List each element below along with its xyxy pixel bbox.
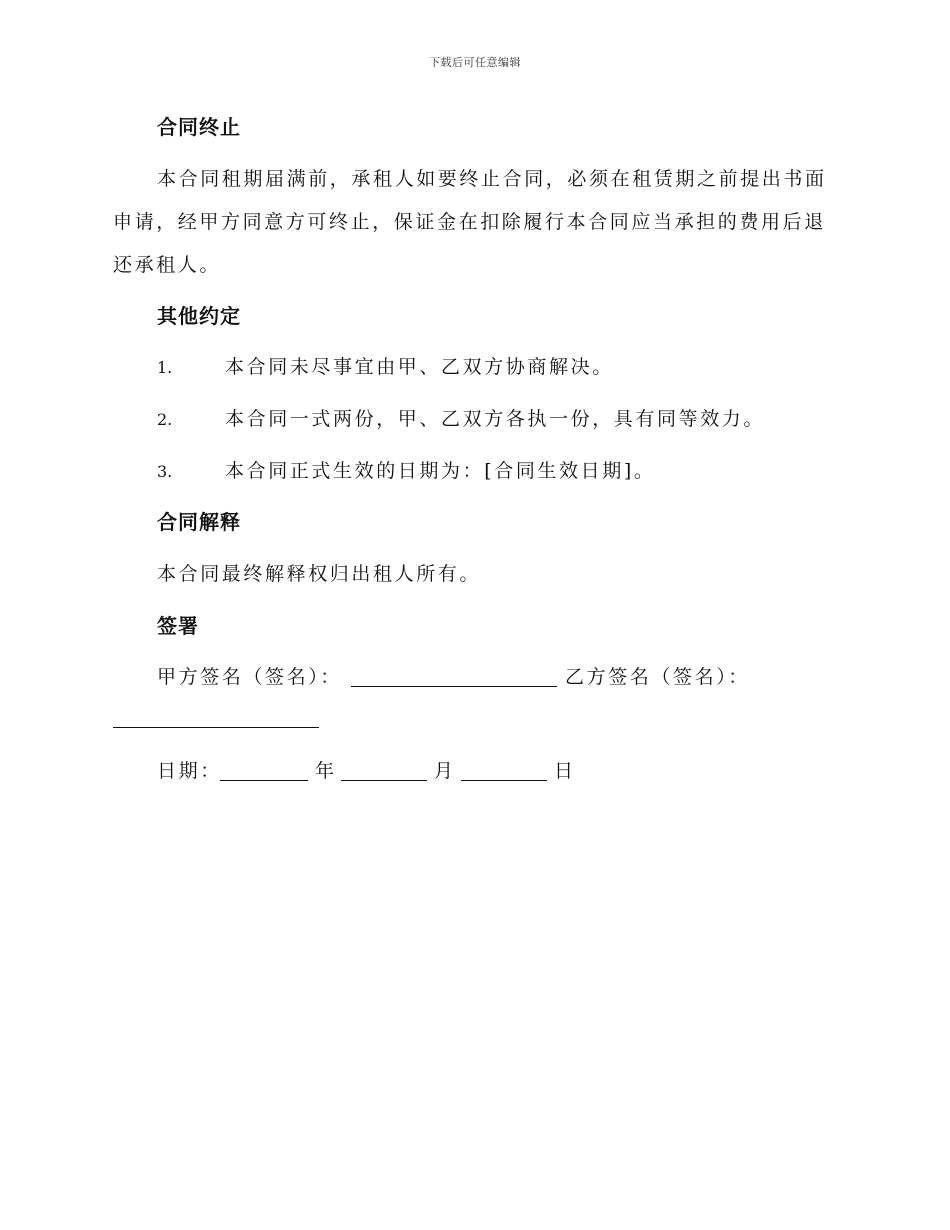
item-number: 2. bbox=[157, 410, 173, 429]
item-number: 3. bbox=[157, 462, 173, 481]
party-a-signature-label: 甲方签名（签名）： bbox=[157, 666, 342, 688]
year-label: 年 bbox=[315, 760, 337, 782]
day-blank-line bbox=[461, 780, 547, 781]
interpretation-paragraph: 本合同最终解释权归出租人所有。 bbox=[157, 563, 482, 585]
item-text: 本合同一式两份，甲、乙双方各执一份，具有同等效力。 bbox=[225, 408, 766, 430]
other-terms-item-1 bbox=[157, 355, 614, 380]
party-b-signature-label: 乙方签名（签名）： bbox=[565, 666, 750, 688]
other-terms-item-3 bbox=[157, 459, 655, 484]
item-number: 1. bbox=[157, 358, 173, 377]
month-blank-line bbox=[341, 780, 427, 781]
termination-heading: 合同终止 bbox=[157, 115, 241, 139]
item-text: 本合同正式生效的日期为：[合同生效日期]。 bbox=[225, 460, 656, 482]
month-label: 月 bbox=[434, 760, 456, 782]
year-blank-line bbox=[220, 780, 308, 781]
day-label: 日 bbox=[554, 760, 576, 782]
item-text: 本合同未尽事宜由甲、乙双方协商解决。 bbox=[225, 356, 614, 378]
interpretation-heading: 合同解释 bbox=[157, 510, 241, 534]
other-terms-heading: 其他约定 bbox=[157, 304, 241, 328]
party-a-signature-line bbox=[351, 686, 557, 687]
party-b-signature-line bbox=[113, 727, 319, 728]
other-terms-item-2 bbox=[157, 407, 765, 432]
page-header-note: 下载后可任意编辑 bbox=[429, 56, 521, 69]
date-label: 日期： bbox=[157, 760, 222, 782]
termination-paragraph: 本合同租期届满前，承租人如要终止合同，必须在租赁期之前提出书面申请，经甲方同意方可终止，保证金在扣除履行本合同应当承担的费用后退还承租人。 bbox=[113, 168, 827, 276]
signature-heading: 签署 bbox=[157, 614, 199, 638]
